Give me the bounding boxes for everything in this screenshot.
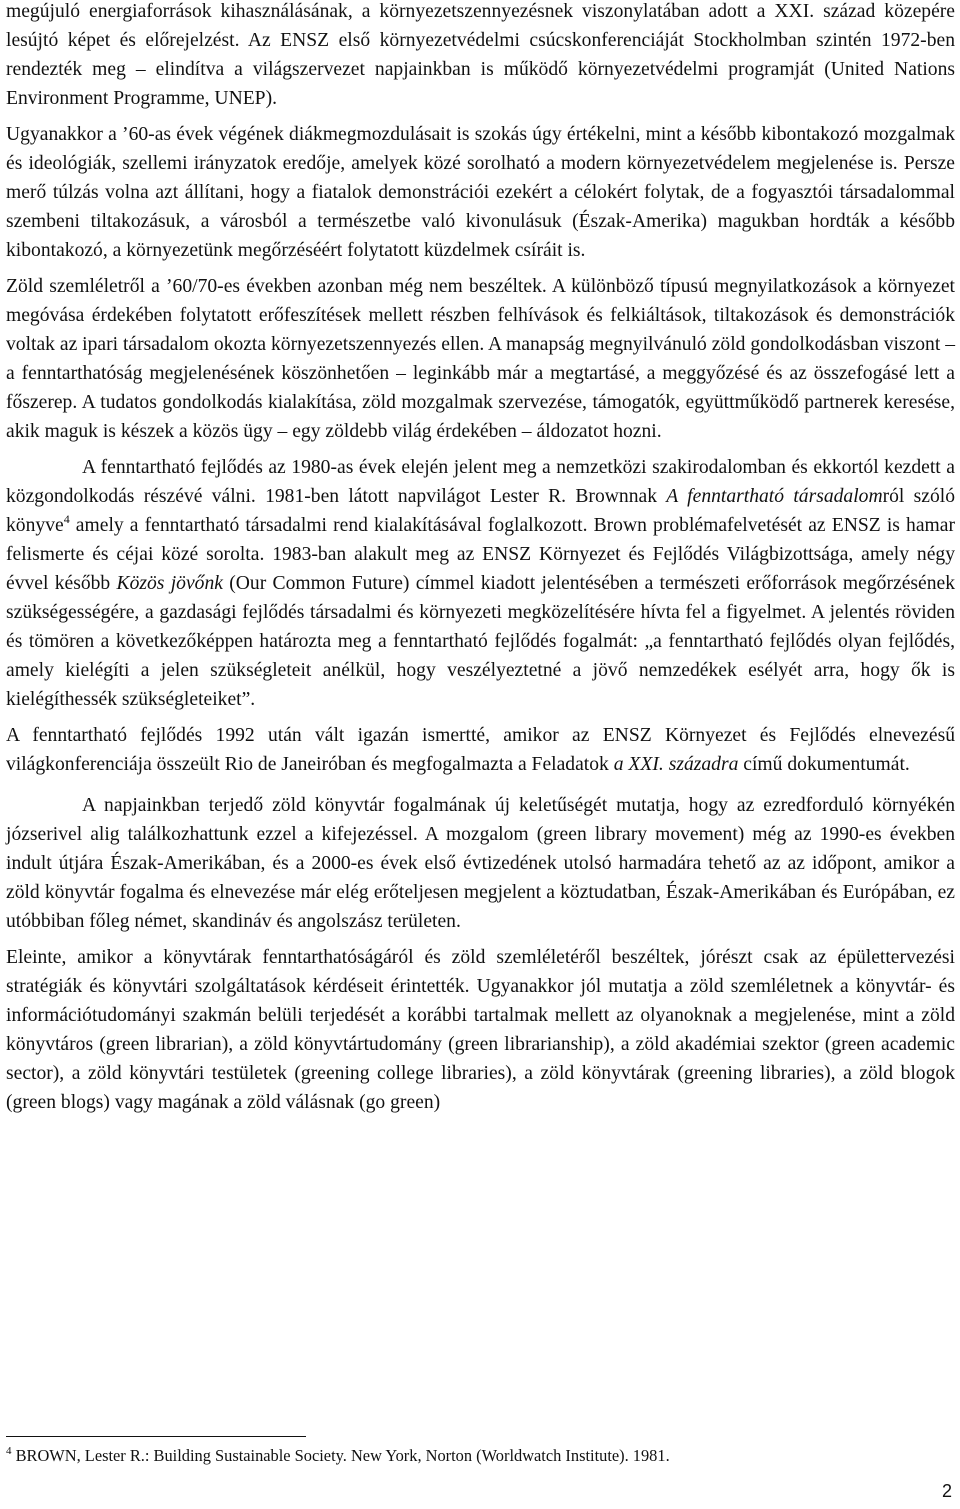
paragraph-p5 (6, 721, 955, 779)
italic-title: a XXI. századra (613, 754, 739, 775)
paragraph-p1 (6, 0, 955, 113)
text-run: Eleinte, amikor a könyvtárak fenntarthatóságáról és zöld szemléletéről beszéltek, jórészt csak az épülettervezési stratégiák és könyvtári szolgáltatások kérdéseit érintették. Ugyanakkor jól mutatja a zöld szemléletnek a könyvtár- és információtudományi szakmán belüli terjedését a korábbi tartalmak mellett az olyanoknak a megjelenése, mint a zöld könyvtáros (green librarian), a zöld könyvtártudomány (green librarianship), a zöld akadémiai szektor (green academic sector), a zöld könyvtári testületek (greening college libraries), a zöld könyvtárak (greening libraries), a zöld blogok (green blogs) vagy magának a zöld válásnak (go green) (6, 947, 955, 1113)
page-number: 2 (941, 1481, 952, 1501)
paragraph-p6 (6, 791, 955, 936)
text-run: A napjainkban terjedő zöld könyvtár fogalmának új keletűségét mutatja, hogy az ezredforduló környékén józserivel alig találkozhattunk ezzel a kifejezéssel. A mozgalom (green library movement) még az 1990-es években indult útjára Észak-Amerikában, és a 2000-es évek első évtizedének utolsó harmadára tehető az az időpont, amikor a zöld könyvtár fogalma és elnevezése már elég erőteljesen megjelent a köztudatban, Észak-Amerikában és Európában, ez utóbbiban főleg német, skandináv és angolszász területen. (6, 795, 955, 932)
text-run: A fenntartható fejlődés az 1980-as évek elején jelent meg a nemzetközi szakirodalomban és ekkortól kezdett a közgondolkodás részévé válni. 1981-ben látott napvilágot Lester R. Brownnak (6, 457, 955, 507)
footnote-number: 4 (6, 1445, 12, 1457)
footnote-divider (6, 1436, 306, 1437)
paragraph-p4 (6, 453, 955, 714)
text-run: című dokumentumát. (738, 754, 910, 775)
text-run: A fenntartható fejlődés 1992 után vált igazán ismertté, amikor az ENSZ Környezet és Fejlődés elnevezésű világkonferenciája összeült Rio de Janeiróban és megfogalmazta a Feladatok (6, 725, 955, 775)
paragraph-p2 (6, 120, 955, 265)
italic-title: A fenntartható társadalom (666, 486, 883, 507)
italic-title: Közös jövőnk (116, 573, 223, 594)
document-body (6, 0, 955, 1117)
footnote-text: BROWN, Lester R.: Building Sustainable Society. New York, Norton (Worldwatch Institute). 1981. (11, 1446, 670, 1465)
text-run: amely a fenntartható társadalmi rend kialakításával foglalkozott. Brown problémafelvetését az ENSZ is hamar felismerte és céjai közé sorolta. 1983-ban alakult meg az ENSZ Környezet és Fejlődés Világbizottsága, amely négy évvel később (6, 515, 955, 594)
text-run: Ugyanakkor a ’60-as évek végének diákmegmozdulásait is szokás úgy értékelni, mint a később kibontakozó mozgalmak és ideológiák, szellemi irányzatok eredője, amelyek közé sorolható a modern környezetvédelem megjelenése is. Persze merő túlzás volna azt állítani, hogy a fiatalok demonstrációi ezekért a célokért folytak, de a fogyasztói társadalommal szembeni tiltakozásuk, a városból a természetbe való kivonulásuk (Észak-Amerika) magukban hordták a később kibontakozó, a környezetünk megőrzéséért folytatott küzdelmek csíráit is. (6, 124, 955, 261)
paragraph-p3 (6, 272, 955, 446)
paragraph-p7 (6, 943, 955, 1117)
text-run: Zöld szemléletről a ’60/70-es években azonban még nem beszéltek. A különböző típusú megnyilatkozások a környezet megóvása érdekében folytatott erőfeszítések mellett részben felhívások és felkiáltások, tiltakozások és demonstrációk voltak az ipari társadalom okozta környezetszennyezés ellen. A manapság megnyilvánuló zöld gondolkodásban viszont – a fenntarthatóság megjelenésének köszönhetően – leginkább már a megtartásé, a meggyőzésé és az összefogásé lett a főszerep. A tudatos gondolkodás kialakítása, zöld mozgalmak szervezése, támogatók, együttműködő partnerek keresése, akik maguk is készek a közös ügy – egy zöldebb világ érdekében – áldozatot hozni. (6, 276, 955, 442)
text-run: megújuló energiaforrások kihasználásának, a környezetszennyezésnek viszonylatában adott a XXI. század közepére lesújtó képet és előrejelzést. Az ENSZ első környezetvédelmi csúcskonferenciáját Stockholmban szintén 1972-ben rendezték meg – elindítva a világszervezet napjainkban is működő környezetvédelmi programját (United Nations Environment Programme, UNEP). (6, 1, 955, 109)
text-run: ról szóló könyve (6, 486, 956, 536)
footnote-reference: 4 (63, 512, 70, 526)
text-run: (Our Common Future) címmel kiadott jelentésében a természeti erőforrások megőrzésének szükségességére, a gazdasági fejlődés társadalmi és környezeti megközelítésére hívta fel a figyelmet. A jelentés röviden és tömören a következőképpen határozta meg a fenntartható fejlődés fogalmát: „a fenntartható fejlődés olyan fejlődés, amely kielégíti a jelen szükségleteit anélkül, hogy veszélyeztetné a jövő nemzedékek esélyét arra, hogy ők is kielégíthessék szükségleteiket”. (6, 573, 955, 710)
footnote (6, 1445, 955, 1467)
